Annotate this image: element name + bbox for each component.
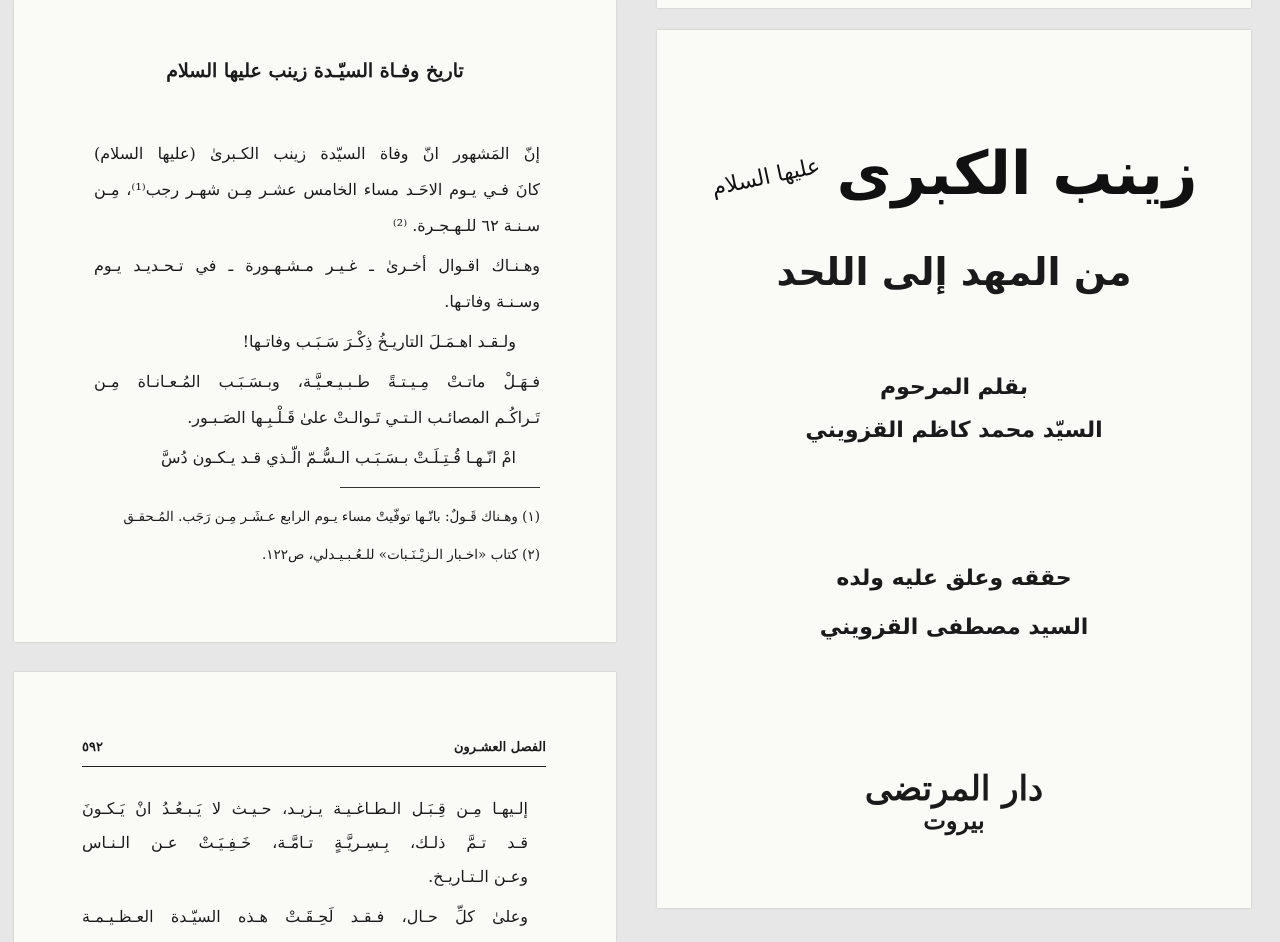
text-line: قـد تـمَّ ذلـك، بِـسِـريَّـةٍ تـامَّـة، خَـفِـيَـتْ عـن الـنـاس <box>82 833 528 852</box>
paragraph-5 <box>94 440 540 476</box>
header-rule <box>82 766 546 767</box>
running-header <box>82 736 546 762</box>
text-line: إلـيهـا مِـن قِـبَـل الـطـاغـيـة يـزيـد، حـيـث لا يَـبـعُـدُ انْ يَـكـونَ <box>82 799 528 818</box>
text-line: سـنـة ٦٢ للـهـجـرة. ⁽²⁾ <box>392 216 540 235</box>
text-line: إنّ المَشهور انّ وفاة السيّدة زينب الكـبرىٰ (عليها السلام) <box>94 144 540 163</box>
paragraph-1 <box>94 136 540 244</box>
cover-page <box>657 30 1251 908</box>
page-heading: تاريخ وفـاة السيّـدة زينب عليها السلام <box>166 60 464 82</box>
footnote-1: (١) وهـناك قَـولٌ: بانّـها توفّيتْ مساء يـوم الرابع عـشَـر مِـن رَجَب. المُـحقـق <box>123 509 540 525</box>
text-line: تَـراكُـم المصائـب الـتـي تَـوالـتْ علىٰ قَـلْـبِـها الصَـبـور. <box>187 408 540 427</box>
cover-title-group <box>657 126 1251 222</box>
honorific-calligraphy: عليها السلام <box>709 153 823 201</box>
paragraph-1 <box>82 792 528 894</box>
author-name: السيّد محمد كاظم القزويني <box>805 418 1103 443</box>
text-line: ولـقـد اهـمَـلَ التاريـخُ ذِكْـرَ سَـبَـب وفاتـها! <box>242 332 516 351</box>
footnote-divider <box>340 487 540 488</box>
author-label: بقلم المرحوم <box>880 375 1028 400</box>
editor-name: السيد مصطفى القزويني <box>819 615 1089 640</box>
editor-label: حققه وعلق عليه ولده <box>836 566 1072 591</box>
text-line: وعـن الـتـاريـخ. <box>428 867 528 886</box>
previous-page-edge <box>657 0 1251 8</box>
body-text <box>94 136 540 476</box>
document-page-history <box>14 0 616 642</box>
document-page-592 <box>14 672 616 942</box>
publisher-city: بيروت <box>923 806 985 835</box>
paragraph-2 <box>94 248 540 320</box>
paragraph-2 <box>82 900 528 934</box>
page-number: ٥٩٢ <box>82 740 103 755</box>
chapter-title: الفصل العشـرون <box>453 740 546 755</box>
text-line: وعلىٰ كلِّ حـال، فـقـد لَحِـقَـتْ هـذه السيّـدة العـظـيـمـة <box>82 907 528 926</box>
paragraph-3 <box>94 324 540 360</box>
publisher-name: دار المرتضى <box>864 769 1044 809</box>
body-text <box>82 792 528 934</box>
publisher-logo <box>657 770 1251 834</box>
text-line: امْ انّـهـا قُـتِـلَـتْ بـسَـبَـب الـسُّـمّ الّـذي قـد يـكـون دُسَّ <box>160 448 516 467</box>
book-title: زينب الكبرى <box>836 139 1198 209</box>
text-line: كانَ فـي يـوم الاحَـد مساء الخامس عشـر مِـن شهـر رجب⁽¹⁾، مِـن <box>94 180 540 199</box>
footnote-2: (٢) كتاب «اخـبار الـزيْـنَـبات» للـعُـبـيـدلي، ص١٢٢. <box>261 547 540 563</box>
paragraph-4 <box>94 364 540 436</box>
text-line: فـهَـلْ ماتـتْ مِـيـتـةً طـبـيـعـيَّـة، وبـسَـبَـب المُـعـانـاة مِـن <box>94 372 540 391</box>
footnotes <box>94 498 540 574</box>
text-line: وهـنـاك اقـوال أخـرىٰ ـ غـيـر مـشـهـورة ـ في تـحـديـد يـوم <box>94 256 540 275</box>
book-subtitle: من المهد إلى اللحد <box>776 250 1132 294</box>
text-line: وسـنـة وفاتـها. <box>444 292 540 311</box>
